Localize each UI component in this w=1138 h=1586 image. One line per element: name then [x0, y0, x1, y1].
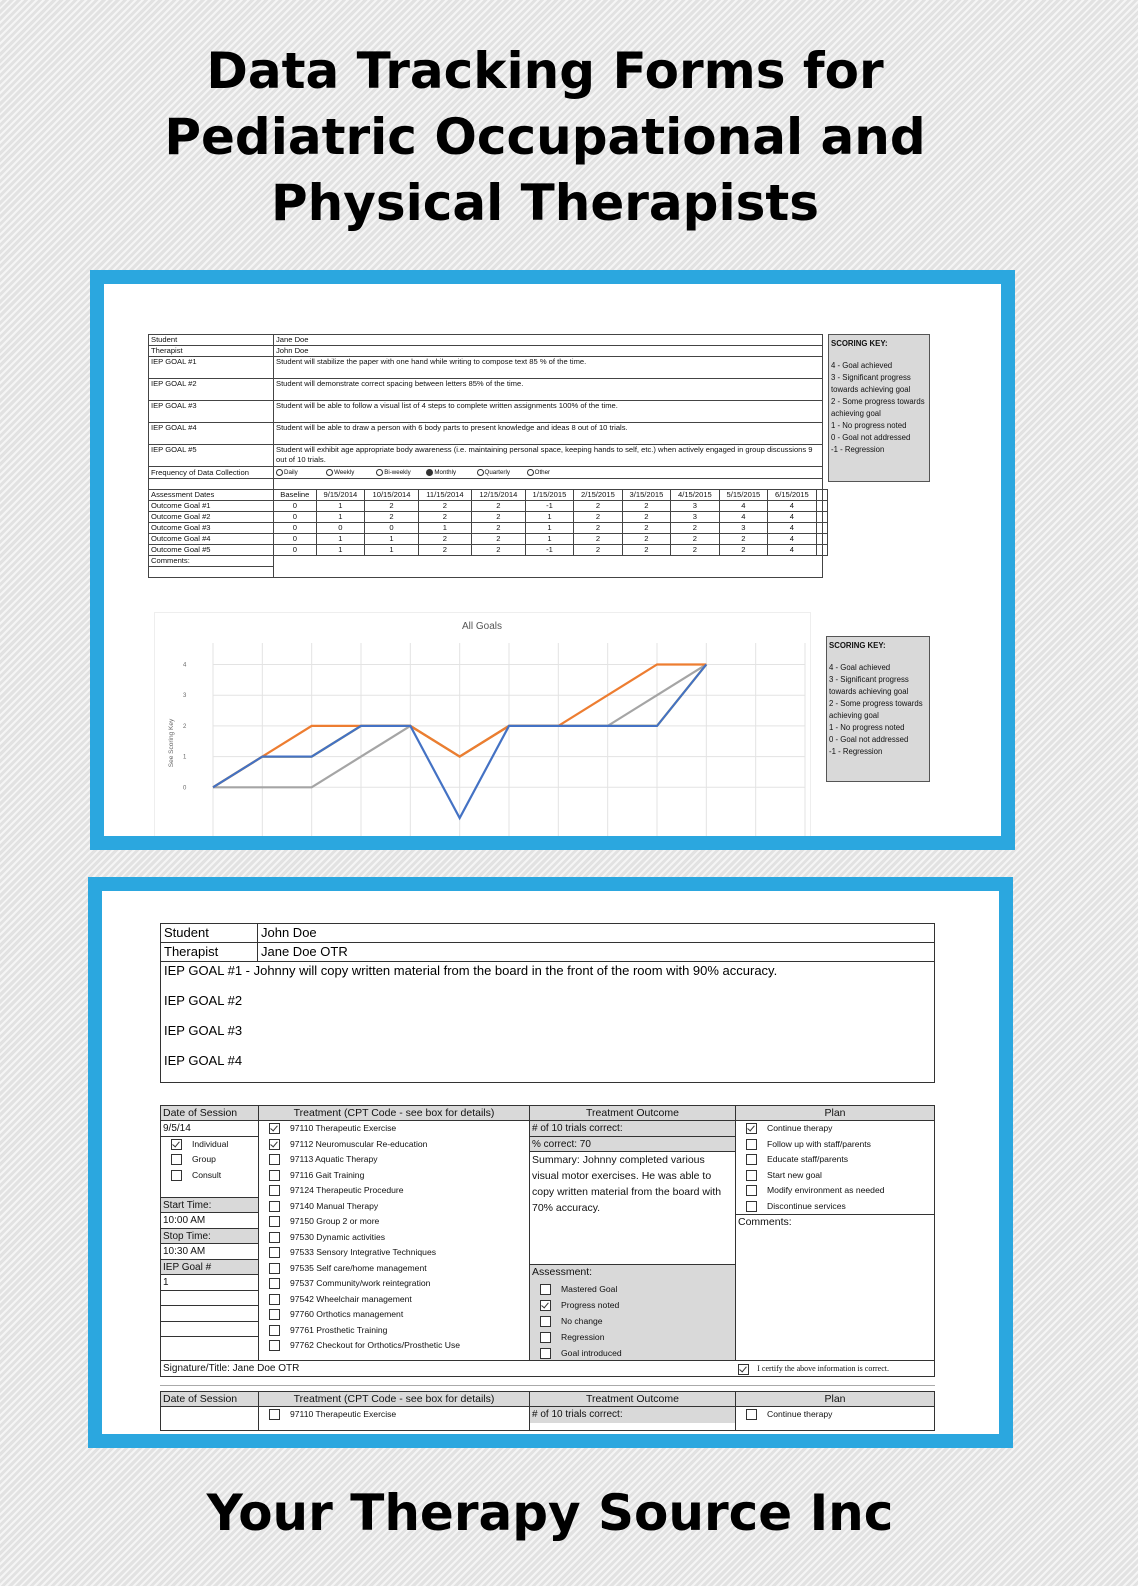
checkbox-icon[interactable]	[269, 1216, 280, 1227]
treatment-option[interactable]	[259, 1121, 529, 1137]
assessment-date: Baseline	[274, 490, 317, 501]
treatment-option[interactable]	[259, 1137, 529, 1153]
treatment-option[interactable]	[259, 1168, 529, 1184]
y-tick-label: 2	[183, 723, 187, 730]
outcome-score[interactable]: 0	[316, 523, 364, 534]
option-label: 97124 Therapeutic Procedure	[290, 1185, 404, 1195]
iep-goal-1: IEP GOAL #1 - Johnny will copy written material from the board in the front of the room with 90% accuracy.	[161, 962, 935, 993]
outcome-score[interactable]: -1	[525, 545, 573, 556]
treatment-option[interactable]	[259, 1307, 529, 1323]
outcome-score[interactable]: 0	[274, 523, 317, 534]
outcome-row: Outcome Goal #2 0 1 2 2 2 1 2 2 3 4 4	[149, 512, 828, 523]
checkbox-icon[interactable]	[269, 1232, 280, 1243]
checkbox-icon[interactable]	[746, 1123, 757, 1134]
outcome-score[interactable]: 2	[471, 545, 525, 556]
session-type-consult[interactable]: Consult	[161, 1168, 258, 1198]
checkbox-icon[interactable]	[269, 1170, 280, 1181]
outcome-score[interactable]: 0	[274, 512, 317, 523]
outcome-score[interactable]: 2	[574, 501, 622, 512]
page-title: Data Tracking Forms for Pediatric Occupational and Physical Therapists	[164, 42, 926, 232]
frequency-daily[interactable]: Daily	[276, 468, 324, 478]
checkbox-icon[interactable]	[269, 1278, 280, 1289]
signature[interactable]: Signature/Title: Jane Doe OTR	[163, 1363, 300, 1374]
frequency-other[interactable]: Other	[527, 468, 575, 478]
outcome-score[interactable]: 4	[768, 512, 816, 523]
option-label: 97113 Aquatic Therapy	[290, 1154, 378, 1164]
outcome-score[interactable]: 2	[418, 545, 471, 556]
plan-comments[interactable]: Comments:	[736, 1214, 934, 1230]
outcome-score[interactable]: 2	[719, 534, 767, 545]
checkbox-icon[interactable]	[746, 1154, 757, 1165]
percent-correct[interactable]: % correct: 70	[530, 1137, 735, 1153]
assessment-date: 12/15/2014	[471, 490, 525, 501]
session-log-block-2: Date of Session Treatment (CPT Code - see box for details) 97110 Therapeutic Exercise Treatment Outcome # of 10 trials correct: Plan Continue therapy	[160, 1391, 935, 1431]
outcome-score[interactable]: 4	[719, 512, 767, 523]
checkbox-icon[interactable]	[269, 1139, 280, 1150]
option-label: Discontinue services	[767, 1200, 846, 1211]
option-label: Mastered Goal	[561, 1283, 618, 1294]
assessment-option[interactable]	[530, 1313, 735, 1329]
option-label: 97535 Self care/home management	[290, 1262, 427, 1273]
option-label: 97150 Group 2 or more	[290, 1216, 380, 1226]
footer-brand: Your Therapy Source Inc	[206, 1484, 894, 1542]
assessment-date: 4/15/2015	[671, 490, 719, 501]
y-tick-label: 4	[183, 662, 187, 669]
assessment-date: 9/15/2014	[316, 490, 364, 501]
frequency-monthly[interactable]: Monthly	[426, 468, 474, 478]
option-label: 97533 Sensory Integrative Techniques	[290, 1247, 437, 1257]
outcome-score[interactable]: 1	[365, 545, 419, 556]
form-preview-goals	[90, 270, 1015, 850]
certify-checkbox[interactable]: I certify the above information is correct.	[738, 1361, 889, 1376]
y-tick-label: 3	[183, 693, 187, 700]
outcome-score[interactable]: 2	[622, 523, 670, 534]
outcome-score[interactable]: 1	[365, 534, 419, 545]
treatment-option[interactable]	[259, 1152, 529, 1168]
outcome-row: Outcome Goal #3 0 0 0 1 2 1 2 2 2 3 4	[149, 523, 828, 534]
assessment-date: 11/15/2014	[418, 490, 471, 501]
checkbox-icon[interactable]	[269, 1325, 280, 1336]
checkbox-icon[interactable]	[269, 1185, 280, 1196]
plan-option[interactable]	[736, 1137, 934, 1153]
option-label: 97112 Neuromuscular Re-education	[290, 1138, 428, 1149]
option-label: 97761 Prosthetic Training	[290, 1324, 388, 1335]
assessment-option[interactable]	[530, 1281, 735, 1297]
outcome-score[interactable]: 2	[671, 523, 719, 534]
session-log-block: Date of Session 9/5/14 Individual Group Consult Start Time: 10:00 AM Stop Time: 10:30 AM IEP Goal # 1 Treatment (CPT Code - see box for details) 97110 Therapeutic Exercise 97112 Neuromuscular Re-education 97113 Aquatic Therapy 97116 Gait Training 97124 Therapeutic Procedure 97140 Manual Therapy 97150 Group 2 or more 97530 Dynamic activities 97533 Sensory Integrative Techniques 97535 Self care/home management 97537 Community/work reintegration 97542 Wheelchair management 97760 Orthotics management 97761 Prosthetic Training 97762 Checkout for Orthotics/Prosthetic Use Treatment Outcome # of 10 trials correct: % correct: 70 Summary: Johnny completed various visual motor exercises. He was able to copy written material from the board with 70% accuracy. Assessment: Mastered Goal Progress noted No change Regression Goal introduced Plan Continue therapy Follow up with staff/parents Educate staff/parents Start new goal Modify environment as needed Discontinue services Comments: Signature/Title: Jane Doe OTR I certify the above information is correct.	[160, 1105, 935, 1377]
treatment-option[interactable]	[259, 1261, 529, 1277]
outcome-score[interactable]: 2	[471, 501, 525, 512]
frequency-options	[274, 467, 823, 479]
outcome-score[interactable]: 1	[316, 512, 364, 523]
option-label: 97140 Manual Therapy	[290, 1200, 379, 1211]
outcome-score[interactable]: 2	[622, 501, 670, 512]
session-type-group[interactable]: Group	[161, 1152, 258, 1168]
assessment-date: 6/15/2015	[768, 490, 816, 501]
outcome-score[interactable]: 2	[471, 512, 525, 523]
outcome-score[interactable]: 0	[274, 545, 317, 556]
outcome-score[interactable]: 1	[525, 512, 573, 523]
all-goals-chart	[154, 612, 811, 844]
outcome-score[interactable]: 2	[365, 512, 419, 523]
option-label: 97537 Community/work reintegration	[290, 1278, 431, 1288]
plan-option[interactable]	[736, 1199, 934, 1215]
outcome-score[interactable]: 3	[671, 512, 719, 523]
session-date[interactable]: 9/5/14	[161, 1121, 258, 1137]
assessment-option[interactable]	[530, 1297, 735, 1313]
plan-option[interactable]	[736, 1168, 934, 1184]
treatment-option[interactable]	[259, 1276, 529, 1292]
outcome-score[interactable]: 4	[768, 545, 816, 556]
treatment-option[interactable]	[259, 1338, 529, 1354]
outcome-score[interactable]: 0	[274, 501, 317, 512]
outcome-score[interactable]: 4	[768, 501, 816, 512]
assessment-option[interactable]	[530, 1345, 735, 1361]
outcome-score[interactable]: 1	[316, 501, 364, 512]
checkbox-icon[interactable]	[269, 1201, 280, 1212]
option-label: No change	[561, 1315, 603, 1326]
chart-y-label: See Scoring Key	[168, 718, 175, 768]
checkbox-icon[interactable]	[540, 1284, 551, 1295]
plan-option[interactable]	[736, 1152, 934, 1168]
frequency-quarterly[interactable]: Quarterly	[477, 468, 525, 478]
checkbox-icon[interactable]	[540, 1348, 551, 1359]
assessment-date: 3/15/2015	[622, 490, 670, 501]
option-label: 97542 Wheelchair management	[290, 1293, 412, 1304]
iep-goal-4: IEP GOAL #4	[161, 1052, 935, 1083]
outcome-score[interactable]: 4	[768, 534, 816, 545]
outcome-score[interactable]: 2	[574, 512, 622, 523]
frequency-biweekly[interactable]: Bi-weekly	[376, 468, 424, 478]
checkbox-icon[interactable]	[746, 1201, 757, 1212]
checkbox-icon[interactable]	[746, 1139, 757, 1150]
option-label: Modify environment as needed	[767, 1185, 885, 1195]
y-tick-label: 1	[183, 754, 187, 761]
start-time[interactable]: 10:00 AM	[161, 1213, 258, 1229]
assessment-date: 10/15/2014	[365, 490, 419, 501]
outcome-score[interactable]: 2	[671, 534, 719, 545]
iep-goal-number[interactable]: 1	[161, 1275, 258, 1291]
outcome-score[interactable]: 1	[525, 523, 573, 534]
outcome-score[interactable]: 2	[622, 534, 670, 545]
signature-row	[161, 1360, 934, 1376]
option-label: Follow up with staff/parents	[767, 1138, 871, 1149]
outcome-score[interactable]: 2	[671, 545, 719, 556]
option-label: 97110 Therapeutic Exercise	[290, 1123, 397, 1133]
plan-option[interactable]	[736, 1183, 934, 1199]
outcome-score[interactable]: 0	[365, 523, 419, 534]
iep-goal-2: IEP GOAL #2	[161, 992, 935, 1022]
option-label: Regression	[561, 1331, 605, 1342]
assessment-date: 2/15/2015	[574, 490, 622, 501]
assessment-dates-row: Assessment Dates Baseline 9/15/2014 10/15/2014 11/15/2014 12/15/2014 1/15/2015 2/15/2015 3/15/2015 4/15/2015 5/15/2015 6/15/2015	[149, 490, 828, 501]
assessment-option[interactable]	[530, 1329, 735, 1345]
outcome-score[interactable]: 2	[471, 534, 525, 545]
treatment-option[interactable]	[259, 1323, 529, 1339]
treatment-option[interactable]	[259, 1245, 529, 1261]
treatment-option[interactable]	[259, 1292, 529, 1308]
outcome-score[interactable]: 2	[418, 512, 471, 523]
treatment-option[interactable]	[259, 1230, 529, 1246]
trials-correct[interactable]: # of 10 trials correct:	[530, 1121, 735, 1137]
outcome-score[interactable]: 2	[622, 512, 670, 523]
checkbox-icon[interactable]	[269, 1340, 280, 1351]
checkbox-icon[interactable]	[269, 1123, 280, 1134]
outcome-score[interactable]: 2	[719, 545, 767, 556]
option-label: 97762 Checkout for Orthotics/Prosthetic Use	[290, 1340, 461, 1350]
outcome-score[interactable]: 2	[418, 501, 471, 512]
checkbox-icon[interactable]	[540, 1300, 551, 1311]
outcome-score[interactable]: 4	[719, 501, 767, 512]
checkbox-icon[interactable]	[269, 1154, 280, 1165]
stop-time[interactable]: 10:30 AM	[161, 1244, 258, 1260]
outcome-score[interactable]: 4	[768, 523, 816, 534]
outcome-row: Outcome Goal #1 0 1 2 2 2 -1 2 2 3 4 4	[149, 501, 828, 512]
option-label: 97530 Dynamic activities	[290, 1231, 386, 1242]
option-label: 97116 Gait Training	[290, 1169, 365, 1180]
checkbox-icon[interactable]	[269, 1294, 280, 1305]
student-info-table: Student John Doe Therapist Jane Doe OTR IEP GOAL #1 - Johnny will copy written material from the board in the front of the room with 90% accuracy. IEP GOAL #2 IEP GOAL #3 IEP GOAL #4	[160, 923, 935, 1083]
form-preview-session	[88, 877, 1013, 1448]
session-summary[interactable]: Summary: Johnny completed various visual motor exercises. He was able to copy written material from the board with 70% accuracy.	[530, 1152, 735, 1265]
outcome-score[interactable]: 3	[719, 523, 767, 534]
session-type-individual[interactable]: Individual	[161, 1137, 258, 1153]
outcome-score[interactable]: 2	[418, 534, 471, 545]
treatment-option[interactable]	[259, 1183, 529, 1199]
checkbox-icon[interactable]	[269, 1263, 280, 1274]
option-label: Continue therapy	[767, 1123, 833, 1133]
chart-title: All Goals	[461, 621, 503, 632]
outcome-row: Outcome Goal #5 0 1 1 2 2 -1 2 2 2 2 4	[149, 545, 828, 556]
outcome-score[interactable]: 1	[525, 534, 573, 545]
option-label: Progress noted	[561, 1299, 620, 1310]
checkbox-icon[interactable]	[269, 1309, 280, 1320]
goal-tracking-table: Student Jane Doe Therapist John Doe IEP GOAL #1 Student will stabilize the paper with one hand while writing to compose text 85 % of the time. IEP GOAL #2 Student will demonstrate correct spacing between letters 85% of the time. IEP GOAL #3 Student will be able to follow a visual list of 4 steps to complete written assignments 100% of the time. IEP GOAL #4 Student will be able to draw a person with 6 body parts to present knowledge and ideas 8 out of 10 trials. IEP GOAL #5 Student will exhibit age appropriate body awareness (i.e. maintaining personal space, keeping hands to self, etc.) when actively engaged in group discussions 9 out of 10 trials. Frequency of Data Collection Daily Weekly Bi-weekly Monthly Quarterly Other Assessment Dates Baseline 9/15/2014 10/15/2014 11/15/2014 12/15/2014 1/15/2015 2/15/2015 3/15/2015 4/15/2015 5/15/2015 6/15/2015 Outcome Goal #1 0 1 2 2 2 -1 2 2 3 4 4 Outcome Goal #2 0 1 2 2 2 1 2 2 3 4 4 Outcome Goal #3 0 0 0 1 2 1 2 2 2 3 4 Outcome Goal #4 0 1 1 2 2 1 2 2 2 2 4 Outcome Goal #5 0 1 1 2 2 -1 2 2 2 2 4 Comments:	[148, 334, 828, 578]
outcome-score[interactable]: 0	[274, 534, 317, 545]
checkbox-icon[interactable]	[746, 1185, 757, 1196]
outcome-score[interactable]: 2	[574, 545, 622, 556]
frequency-weekly[interactable]: Weekly	[326, 468, 374, 478]
outcome-score[interactable]: 2	[574, 523, 622, 534]
outcome-score[interactable]: 1	[316, 534, 364, 545]
assessment-date: 5/15/2015	[719, 490, 767, 501]
checkbox-icon[interactable]	[540, 1316, 551, 1327]
outcome-score[interactable]: 1	[418, 523, 471, 534]
outcome-score[interactable]: 2	[574, 534, 622, 545]
option-label: Goal introduced	[561, 1347, 622, 1358]
treatment-option[interactable]	[259, 1199, 529, 1215]
option-label: Start new goal	[767, 1169, 822, 1180]
assessment-date: 1/15/2015	[525, 490, 573, 501]
scoring-key: SCORING KEY: 4 - Goal achieved 3 - Significant progress towards achieving goal 2 - Some progress towards achieving goal 1 - No progress noted 0 - Goal not addressed -1 - Regression	[828, 334, 930, 482]
scoring-key-chart: SCORING KEY: 4 - Goal achieved 3 - Significant progress towards achieving goal 2 - Some progress towards achieving goal 1 - No progress noted 0 - Goal not addressed -1 - Regression	[826, 636, 930, 782]
iep-goal-3: IEP GOAL #3	[161, 1022, 935, 1052]
outcome-score[interactable]: 2	[365, 501, 419, 512]
checkbox-icon[interactable]	[269, 1247, 280, 1258]
y-tick-label: 0	[183, 785, 187, 792]
outcome-score[interactable]: 2	[471, 523, 525, 534]
option-label: Educate staff/parents	[767, 1154, 849, 1164]
treatment-option[interactable]	[259, 1214, 529, 1230]
plan-option[interactable]	[736, 1121, 934, 1137]
outcome-score[interactable]: -1	[525, 501, 573, 512]
outcome-score[interactable]: 3	[671, 501, 719, 512]
outcome-score[interactable]: 1	[316, 545, 364, 556]
outcome-row: Outcome Goal #4 0 1 1 2 2 1 2 2 2 2 4	[149, 534, 828, 545]
checkbox-icon[interactable]	[746, 1170, 757, 1181]
option-label: 97760 Orthotics management	[290, 1309, 404, 1319]
checkbox-icon[interactable]	[540, 1332, 551, 1343]
outcome-score[interactable]: 2	[622, 545, 670, 556]
